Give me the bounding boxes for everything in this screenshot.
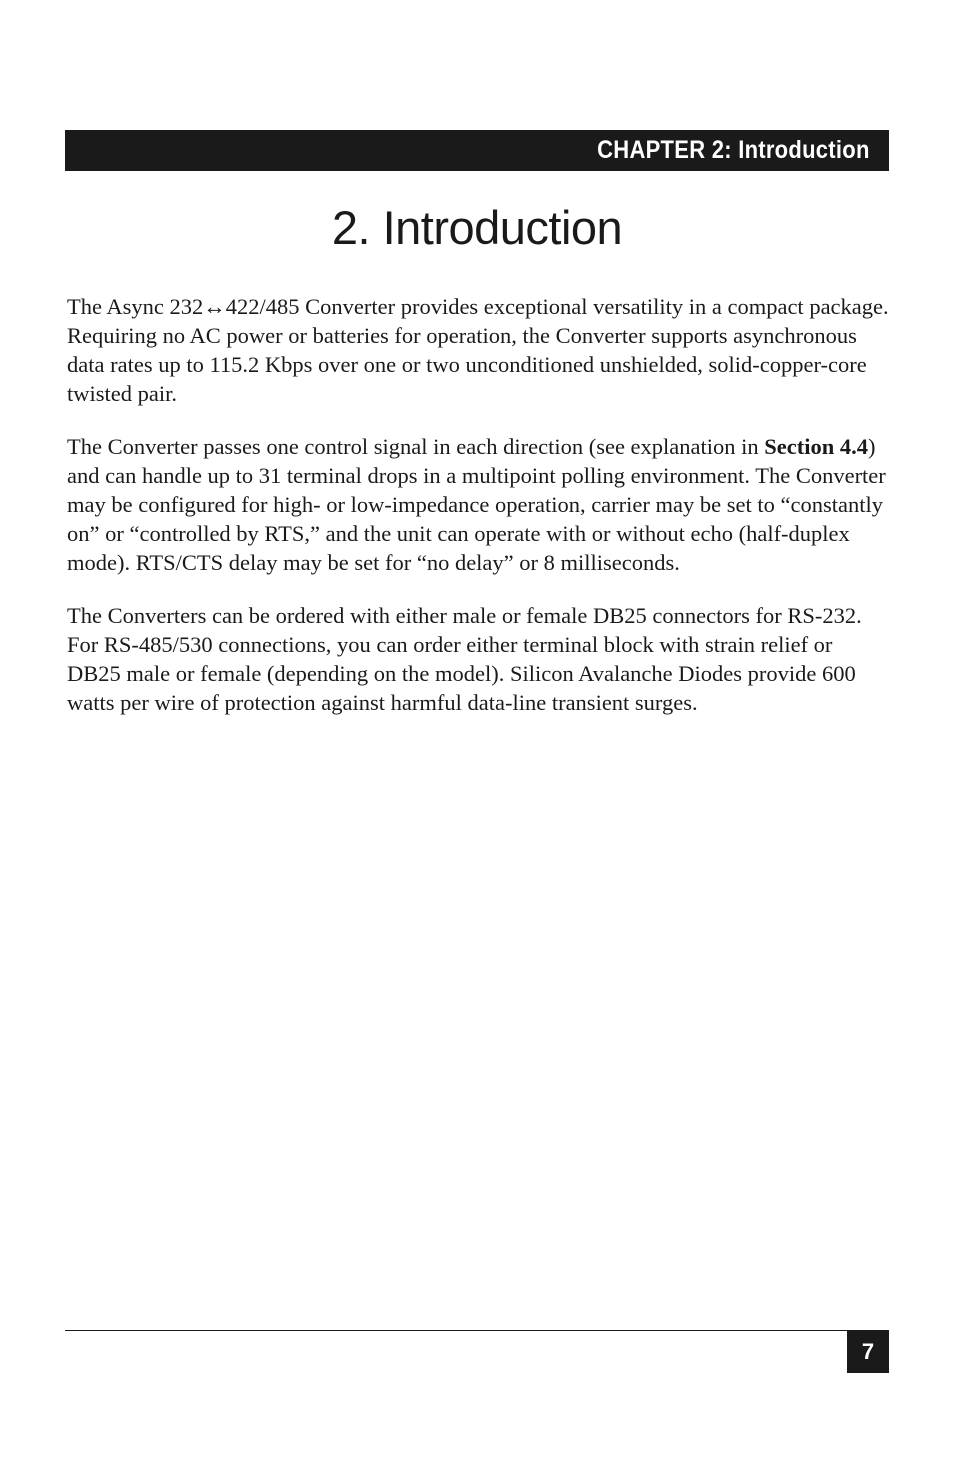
paragraph-2	[67, 432, 889, 577]
paragraph-2-text-start: The Converter passes one control signal in each direction (see explanation in	[67, 434, 765, 459]
paragraph-2-text-end: ) and can handle up to 31 terminal drops in a multipoint polling environment. The Converter may be configured for high- or low-impedance operation, carrier may be set to “constantly on” or “controlled by RTS,” and the unit can operate with or without echo (half-duplex mode). RTS/CTS delay may be set for “no delay” or 8 milliseconds.	[67, 434, 886, 575]
body-text	[67, 292, 889, 741]
page-number: 7	[847, 1330, 889, 1373]
chapter-header-bar	[65, 130, 889, 171]
paragraph-3: The Converters can be ordered with either male or female DB25 connectors for RS-232. For RS-485/530 connections, you can order either terminal block with strain relief or DB25 male or female (depending on the model). Silicon Avalanche Diodes provide 600 watts per wire of protection against harmful data-line transient surges.	[67, 603, 862, 715]
page-title: 2. Introduction	[331, 201, 623, 254]
section-reference: Section 4.4	[764, 434, 869, 459]
chapter-label: CHAPTER 2: Introduction	[597, 136, 870, 164]
paragraph-1: The Async 232↔422/485 Converter provides exceptional versatility in a compact package. Requiring no AC power or batteries for operation, the Converter supports asynchronous data rates up to 115.2 Kbps over one or two unconditioned unshielded, solid-copper-core twisted pair.	[67, 294, 889, 406]
footer-rule	[65, 1330, 889, 1331]
